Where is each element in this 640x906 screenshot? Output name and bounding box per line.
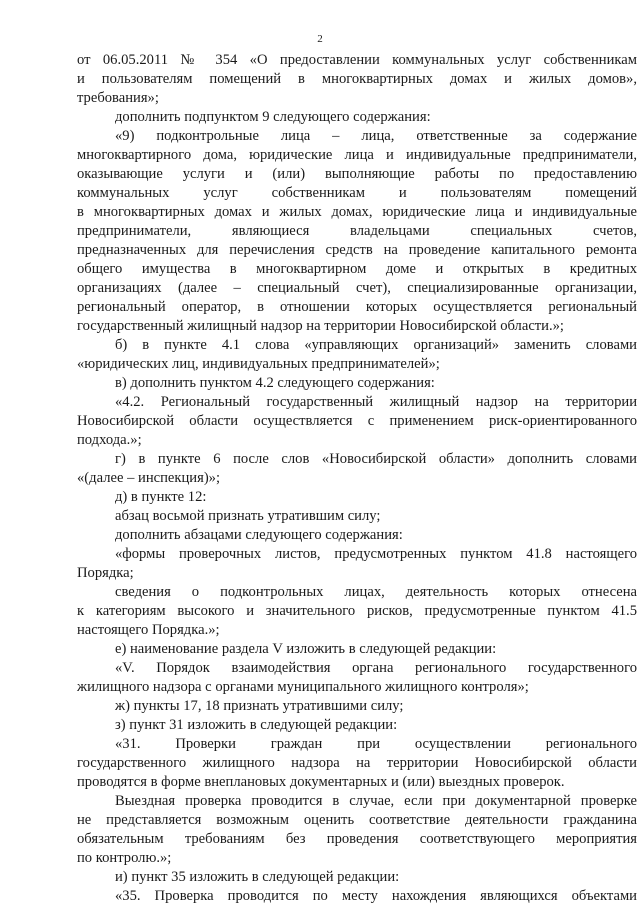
text-line: дополнить абзацами следующего содержания:	[115, 527, 403, 543]
text-line: з) пункт 31 изложить в следующей редакции:	[115, 717, 398, 733]
text-line: жилищного надзора с органами муниципального жилищного контроля»;	[77, 679, 529, 695]
text-line: «формы проверочных листов, предусмотренных пунктом 41.8 настоящего	[115, 546, 637, 562]
text-line: Порядка;	[77, 565, 134, 581]
text-line: в) дополнить пунктом 4.2 следующего содержания:	[115, 375, 435, 391]
text-line: Выездная проверка проводится в случае, если при документарной проверке	[115, 793, 637, 809]
text-line: подхода.»;	[77, 432, 142, 448]
text-line: г) в пункте 6 после слов «Новосибирской области» дополнить словами	[115, 451, 637, 467]
text-line: не представляется возможным оценить соответствие деятельности гражданина	[77, 812, 637, 828]
text-line: организациях (далее – специальный счет), специализированные организации,	[77, 280, 637, 296]
text-line: «(далее – инспекция)»;	[77, 470, 221, 486]
text-line: сведения о подконтрольных лицах, деятельность которых отнесена	[115, 584, 637, 600]
text-line: «9) подконтрольные лица – лица, ответственные за содержание	[115, 128, 637, 144]
text-line: е) наименование раздела V изложить в следующей редакции:	[115, 641, 497, 657]
text-line: предприниматели, являющиеся владельцами специальных счетов,	[77, 223, 637, 239]
text-line: ж) пункты 17, 18 признать утратившими силу;	[115, 698, 404, 714]
text-line: д) в пункте 12:	[115, 489, 207, 505]
text-line: предназначенных для перечисления средств на проведение капитального ремонта	[77, 242, 637, 258]
text-line: «31. Проверки граждан при осуществлении регионального	[115, 736, 637, 752]
text-line: многоквартирного дома, юридические лица и индивидуальные предприниматели,	[77, 147, 637, 163]
text-line: требования»;	[77, 90, 159, 106]
text-line: Новосибирской области осуществляется с применением риск-ориентированного	[77, 413, 637, 429]
text-line: дополнить подпунктом 9 следующего содержания:	[115, 109, 431, 125]
text-line: «V. Порядок взаимодействия органа регионального государственного	[115, 660, 637, 676]
text-line: в многоквартирных домах и жилых домах, юридические лица и индивидуальные	[77, 204, 637, 220]
text-line: «юридических лиц, индивидуальных предпринимателей»;	[77, 356, 440, 372]
text-line: региональный оператор, в отношении которых осуществляется региональный	[77, 299, 637, 315]
text-line: абзац восьмой признать утратившим силу;	[115, 508, 381, 524]
text-line: «4.2. Региональный государственный жилищный надзор на территории	[115, 394, 637, 410]
text-line: коммунальных услуг собственникам и пользователям помещений	[77, 185, 637, 201]
text-line: от 06.05.2011 № 354 «О предоставлении коммунальных услуг собственникам	[77, 52, 637, 68]
text-line: б) в пункте 4.1 слова «управляющих организаций» заменить словами	[115, 337, 637, 353]
text-line: по контролю.»;	[77, 850, 172, 866]
text-line: общего имущества в многоквартирном доме и открытых в кредитных	[77, 261, 637, 277]
text-line: к категориям высокого и значительного рисков, предусмотренные пунктом 41.5	[77, 603, 637, 619]
text-line: обязательным требованиям без проведения соответствующего мероприятия	[77, 831, 637, 847]
text-line: проводятся в форме внеплановых документарных и (или) выездных проверок.	[77, 774, 565, 790]
text-line: и пользователям помещений в многоквартирных домах и жилых домов»,	[77, 71, 637, 87]
page-number: 2	[317, 33, 323, 45]
text-line: «35. Проверка проводится по месту нахождения являющихся объектами	[115, 888, 637, 904]
text-line: и) пункт 35 изложить в следующей редакции:	[115, 869, 400, 885]
text-line: оказывающие услуги и (или) выполняющие работы по предоставлению	[77, 166, 637, 182]
text-line: государственного жилищного надзора на территории Новосибирской области	[77, 755, 637, 771]
text-line: государственный жилищный надзор на территории Новосибирской области.»;	[77, 318, 564, 334]
text-line: настоящего Порядка.»;	[77, 622, 220, 638]
document-body	[77, 51, 637, 906]
